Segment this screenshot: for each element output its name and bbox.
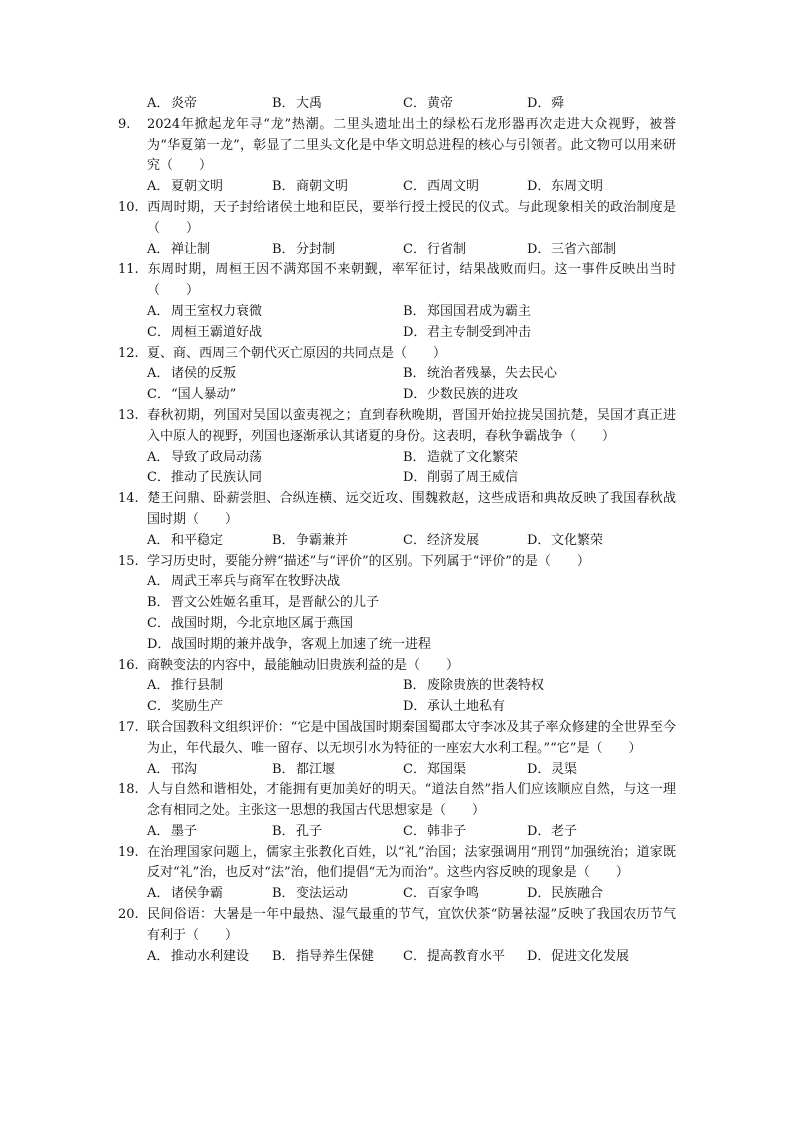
option-letter: D． xyxy=(147,636,171,652)
option-letter: C． xyxy=(147,387,170,403)
option-text: 老子 xyxy=(551,823,578,839)
option-d xyxy=(403,323,531,344)
option-a xyxy=(147,364,236,385)
question-number: 19. xyxy=(118,844,139,860)
option-letter: A． xyxy=(147,678,170,694)
option-a xyxy=(147,760,197,781)
option-text: 争霸兼并 xyxy=(296,532,349,548)
option-text: 诸侯争霸 xyxy=(171,886,224,902)
option-d xyxy=(527,884,603,905)
option-letter: B． xyxy=(272,179,295,195)
option-d xyxy=(527,947,629,968)
option-letter: A． xyxy=(147,532,170,548)
question-0 xyxy=(0,115,794,198)
option-b xyxy=(272,947,374,968)
question-stem xyxy=(0,843,794,885)
question-text: 西周时期，天子封给诸侯土地和臣民，要举行授土授民的仪式。与此现象相关的政治制度是（ ） xyxy=(147,199,676,236)
option-letter: B． xyxy=(272,532,295,548)
question-stem xyxy=(0,905,794,947)
option-letter: B． xyxy=(272,761,295,777)
options-row xyxy=(0,635,794,656)
option-text: 削弱了周王威信 xyxy=(427,470,519,486)
options-row xyxy=(0,531,794,552)
question-text: 夏、商、西周三个朝代灭亡原因的共同点是（ ） xyxy=(147,345,447,361)
option-c xyxy=(403,177,479,198)
option-letter: C． xyxy=(147,324,170,340)
question-number: 16. xyxy=(118,657,139,673)
option-text: 邗沟 xyxy=(171,761,198,777)
option-text: 分封制 xyxy=(296,241,336,257)
option-text: 推动了民族认同 xyxy=(171,470,263,486)
question-text: 春秋初期，列国对吴国以蛮夷视之；直到春秋晚期，晋国开始拉拢吴国抗楚，吴国才真正进入中原人的视野，列国也逐渐承认其诸夏的身份。这表明，春秋争霸战争（ ） xyxy=(147,407,676,444)
options-row xyxy=(0,676,794,697)
question-text: 民间俗语：大暑是一年中最热、湿气最重的节气，宜饮伏茶“防暑祛湿”反映了我国农历节气有利于（ ） xyxy=(147,907,676,943)
option-text: 少数民族的进攻 xyxy=(427,387,519,403)
option-b xyxy=(272,240,335,261)
options-row xyxy=(0,697,794,718)
option-letter: D． xyxy=(403,387,427,403)
options-row xyxy=(0,822,794,843)
options-row xyxy=(0,572,794,593)
question-number: 13. xyxy=(118,407,139,423)
question-text: 商鞅变法的内容中，最能触动旧贵族利益的是（ ） xyxy=(147,657,460,673)
option-text: 夏朝文明 xyxy=(171,179,224,195)
option-text: 提高教育水平 xyxy=(427,948,506,964)
question-number: 14. xyxy=(118,491,139,507)
question-11 xyxy=(0,905,794,967)
option-text: 文化繁荣 xyxy=(551,532,604,548)
option-c: C．黄帝 xyxy=(403,96,454,111)
option-letter: C． xyxy=(403,823,426,839)
option-letter: A． xyxy=(147,761,170,777)
question-text: 楚王问鼎、卧薪尝胆、合纵连横、远交近攻、围魏救赵，这些成语和典故反映了我国春秋战国时期（ ） xyxy=(147,491,676,527)
option-text: 推行县制 xyxy=(171,678,224,694)
option-b xyxy=(403,364,557,385)
option-letter: C． xyxy=(403,179,426,195)
question-5 xyxy=(0,489,794,551)
option-c xyxy=(403,884,479,905)
option-letter: D． xyxy=(527,532,551,548)
option-letter: A． xyxy=(147,241,170,257)
option-letter: C． xyxy=(147,699,170,715)
option-text: 灵渠 xyxy=(551,761,578,777)
option-letter: D． xyxy=(527,948,551,964)
option-text: 导致了政局动荡 xyxy=(171,449,263,465)
option-b xyxy=(272,884,348,905)
option-letter: A． xyxy=(147,886,170,902)
option-letter: B． xyxy=(272,886,295,902)
option-letter: C． xyxy=(403,886,426,902)
options-row xyxy=(0,468,794,489)
option-b xyxy=(403,448,518,469)
option-c xyxy=(147,385,236,406)
options-row xyxy=(0,760,794,781)
option-text: 三省六部制 xyxy=(551,241,617,257)
option-letter: C． xyxy=(403,241,426,257)
option-a xyxy=(147,531,223,552)
option-text: 民族融合 xyxy=(551,886,604,902)
question-10 xyxy=(0,843,794,905)
options-row xyxy=(0,364,794,385)
question-number: 12. xyxy=(118,345,139,361)
question-stem xyxy=(0,718,794,760)
option-letter: B． xyxy=(403,303,426,319)
question-number: 11. xyxy=(118,262,139,278)
option-letter: D． xyxy=(403,699,427,715)
options-row xyxy=(0,448,794,469)
option-text: 战国时期，今北京地区属于燕国 xyxy=(171,615,354,631)
option-text: 变法运动 xyxy=(296,886,349,902)
question-number: 17. xyxy=(118,719,139,735)
option-a xyxy=(147,884,223,905)
option-letter: A． xyxy=(147,574,170,590)
option-text: 墨子 xyxy=(171,823,198,839)
option-letter: B． xyxy=(403,449,426,465)
options-row xyxy=(0,302,794,323)
option-c xyxy=(403,240,466,261)
question-7 xyxy=(0,656,794,718)
question-stem xyxy=(0,552,794,573)
option-text: 诸侯的反叛 xyxy=(171,366,237,382)
option-a xyxy=(147,448,262,469)
option-letter: A． xyxy=(147,449,170,465)
option-text: 西周文明 xyxy=(427,179,480,195)
option-c xyxy=(147,323,262,344)
option-b xyxy=(272,177,348,198)
option-a xyxy=(147,822,197,843)
question-stem xyxy=(0,406,794,448)
option-letter: C． xyxy=(403,761,426,777)
option-a: A． 炎帝 xyxy=(147,96,198,111)
option-text: 周桓王霸道好战 xyxy=(171,324,263,340)
option-text: 行省制 xyxy=(427,241,467,257)
leading-options xyxy=(0,94,794,115)
option-letter: C． xyxy=(147,470,170,486)
option-letter: A． xyxy=(147,823,170,839)
question-text: 2024年掀起龙年寻“龙”热潮。二里头遗址出土的绿松石龙形器再次走进大众视野，被誉为“华夏第一龙”，彰显了二里头文化是中华文明总进程的核心与引领者。此文物可以用来研究（ ） xyxy=(147,116,676,174)
question-list xyxy=(0,115,794,968)
option-d xyxy=(403,697,505,718)
option-text: 周武王率兵与商军在牧野决战 xyxy=(171,574,341,590)
option-letter: B． xyxy=(147,595,170,611)
option-text: 君主专制受到冲击 xyxy=(427,324,532,340)
option-text: 战国时期的兼并战争，客观上加速了统一进程 xyxy=(171,636,432,652)
option-c xyxy=(147,697,223,718)
option-letter: B． xyxy=(272,823,295,839)
option-text: 禅让制 xyxy=(171,241,211,257)
option-letter: D． xyxy=(527,886,551,902)
option-c xyxy=(147,614,353,635)
option-text: 促进文化发展 xyxy=(551,948,630,964)
question-number: 10. xyxy=(118,199,139,215)
option-text: 承认土地私有 xyxy=(427,699,506,715)
option-letter: D． xyxy=(527,823,551,839)
question-stem xyxy=(0,115,794,177)
option-letter: D． xyxy=(403,324,427,340)
option-letter: A． xyxy=(147,366,170,382)
option-text: 韩非子 xyxy=(427,823,467,839)
question-9 xyxy=(0,780,794,842)
option-letter: B． xyxy=(272,241,295,257)
option-d: D．舜 xyxy=(527,96,565,111)
question-text: 联合国教科文组织评价：“它是中国战国时期秦国蜀郡太守李冰及其子率众修建的全世界至今为止，年代最久、唯一留存、以无坝引水为特征的一座宏大水利工程。”“它”是（ ） xyxy=(147,719,676,756)
question-1 xyxy=(0,198,794,260)
option-a xyxy=(147,177,223,198)
option-letter: B． xyxy=(403,678,426,694)
option-d xyxy=(403,385,518,406)
option-b xyxy=(147,593,379,614)
option-text: 推动水利建设 xyxy=(171,948,250,964)
option-d xyxy=(527,177,603,198)
option-letter: A． xyxy=(147,303,170,319)
option-text: 晋文公姓姬名重耳，是晋献公的儿子 xyxy=(171,595,380,611)
question-6 xyxy=(0,552,794,656)
option-letter: C． xyxy=(147,615,170,631)
question-stem xyxy=(0,344,794,365)
option-c xyxy=(403,531,479,552)
option-b xyxy=(272,822,322,843)
question-stem xyxy=(0,780,794,822)
option-b xyxy=(403,676,544,697)
options-row xyxy=(0,614,794,635)
option-letter: D． xyxy=(527,179,551,195)
option-b: B．大禹 xyxy=(272,96,323,111)
options-row xyxy=(0,884,794,905)
option-text: 商朝文明 xyxy=(296,179,349,195)
exam-page xyxy=(0,94,794,967)
question-number: 15. xyxy=(118,553,139,569)
option-text: 和平稳定 xyxy=(171,532,224,548)
option-text: 废除贵族的世袭特权 xyxy=(427,678,545,694)
options-row xyxy=(0,177,794,198)
option-a xyxy=(147,302,262,323)
question-number: 18. xyxy=(118,782,139,798)
option-c xyxy=(403,822,466,843)
option-text: 统治者残暴，失去民心 xyxy=(427,366,558,382)
question-text: 人与自然和谐相处，才能拥有更加美好的明天。“道法自然”指人们应该顺应自然，与这一理念有相同之处。主张这一思想的我国古代思想家是（ ） xyxy=(147,782,676,819)
question-stem xyxy=(0,656,794,677)
question-text: 东周时期，周桓王因不满郑国不来朝觐，率军征讨，结果战败而归。这一事件反映出当时（ ） xyxy=(147,262,676,299)
question-number: 20. xyxy=(118,907,139,923)
question-stem xyxy=(0,198,794,240)
options-row xyxy=(0,240,794,261)
question-3 xyxy=(0,344,794,406)
option-d xyxy=(403,468,518,489)
options-row xyxy=(0,323,794,344)
option-c xyxy=(403,760,466,781)
option-text: 东周文明 xyxy=(551,179,604,195)
option-text: 百家争鸣 xyxy=(427,886,480,902)
option-b xyxy=(272,760,335,781)
option-text: 造就了文化繁荣 xyxy=(427,449,519,465)
question-stem xyxy=(0,489,794,531)
option-letter: D． xyxy=(527,241,551,257)
option-letter: C． xyxy=(403,948,426,964)
option-letter: B． xyxy=(403,366,426,382)
option-letter: D． xyxy=(527,761,551,777)
option-text: 周王室权力衰微 xyxy=(171,303,263,319)
option-a xyxy=(147,676,223,697)
option-text: 指导养生保健 xyxy=(296,948,375,964)
option-letter: D． xyxy=(403,470,427,486)
option-text: “国人暴动” xyxy=(171,387,237,403)
option-d xyxy=(527,531,603,552)
option-d xyxy=(527,822,577,843)
option-text: 奖励生产 xyxy=(171,699,224,715)
options-row xyxy=(0,385,794,406)
option-d xyxy=(527,240,616,261)
question-stem xyxy=(0,260,794,302)
option-a xyxy=(147,240,210,261)
option-letter: A． xyxy=(147,948,170,964)
option-b xyxy=(272,531,348,552)
question-8 xyxy=(0,718,794,780)
question-text: 学习历史时，要能分辨“描述”与“评价”的区别。下列属于“评价”的是（ ） xyxy=(147,553,590,569)
options-row xyxy=(0,593,794,614)
option-text: 郑国国君成为霸主 xyxy=(427,303,532,319)
question-4 xyxy=(0,406,794,489)
option-b xyxy=(403,302,531,323)
option-d xyxy=(527,760,577,781)
option-letter: B． xyxy=(272,948,295,964)
option-letter: C． xyxy=(403,532,426,548)
option-letter: A． xyxy=(147,179,170,195)
option-text: 都江堰 xyxy=(296,761,336,777)
option-d xyxy=(147,635,431,656)
option-a xyxy=(147,572,340,593)
question-text: 在治理国家问题上，儒家主张教化百姓，以“礼”治国；法家强调用“刑罚”加强统治；道家既反对“礼”治，也反对“法”治，他们提倡“无为而治”。这些内容反映的现象是（ ） xyxy=(147,844,676,881)
option-text: 郑国渠 xyxy=(427,761,467,777)
question-number: 9. xyxy=(118,116,131,132)
question-2 xyxy=(0,260,794,343)
option-a xyxy=(147,947,249,968)
option-text: 孔子 xyxy=(296,823,323,839)
option-c xyxy=(403,947,505,968)
options-row xyxy=(0,947,794,968)
option-text: 经济发展 xyxy=(427,532,480,548)
option-c xyxy=(147,468,262,489)
